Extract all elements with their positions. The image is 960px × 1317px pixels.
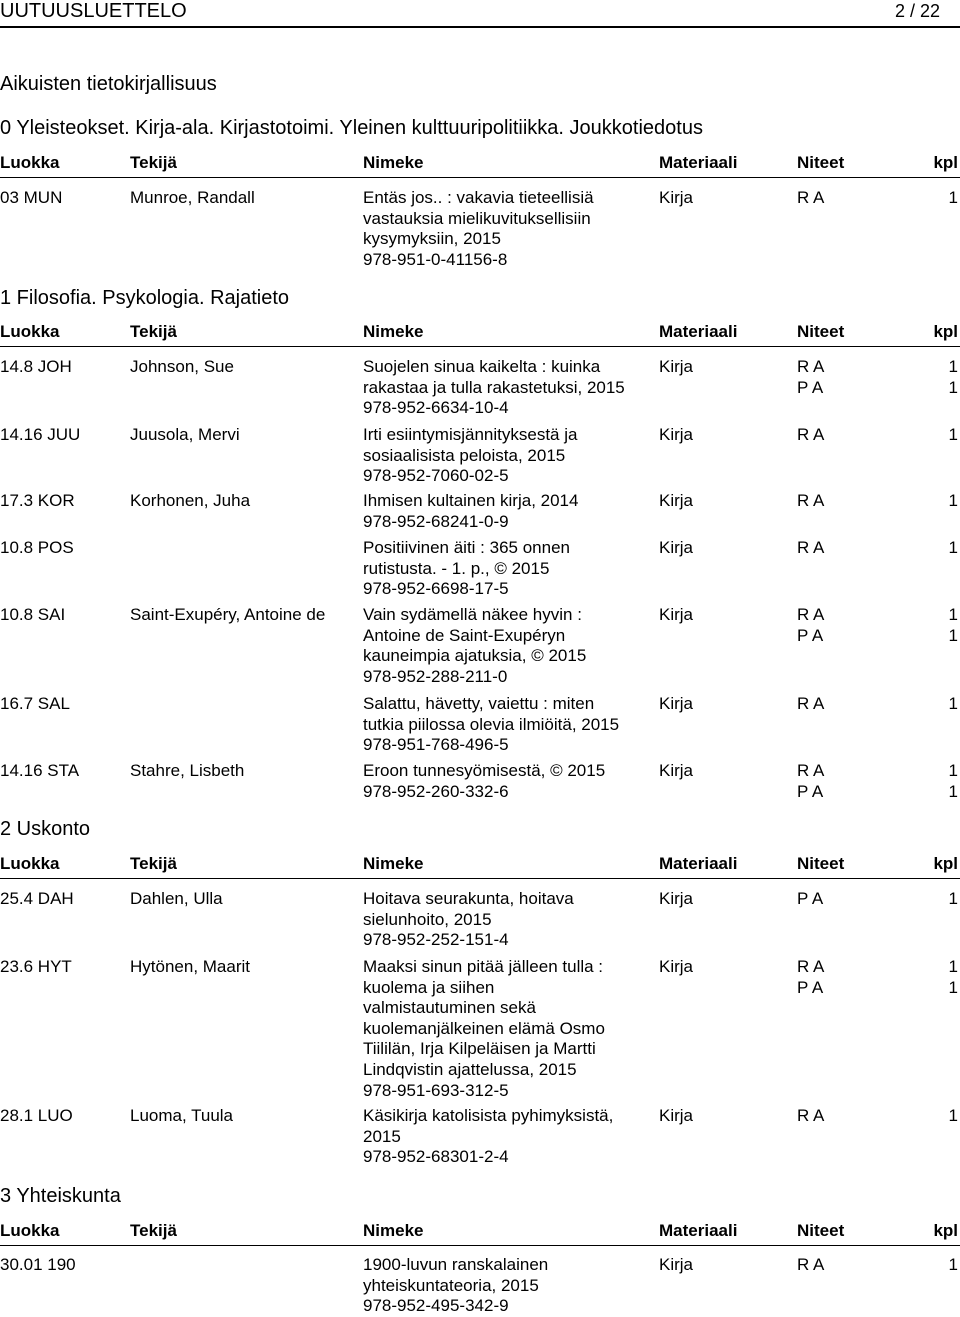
header-rule [0,878,960,879]
tekija-cell: Stahre, Lisbeth [130,761,245,780]
luokka-cell: 14.16 JUU [0,425,81,444]
kpl-value: 1 [948,1106,958,1125]
niteet-value: P A [797,625,824,645]
kpl-value: 1 [948,625,958,645]
kpl-cell [949,761,958,802]
niteet-value: P A [797,977,824,997]
nimeke-cell [363,425,577,487]
niteet-cell [797,425,824,446]
nimeke-line: sosiaalisista peloista, 2015 [363,445,566,465]
col-luokka-header: Luokka [0,153,60,172]
header-rule [0,26,960,28]
page-number: 2 / 22 [894,1,940,21]
luokka-cell: 17.3 KOR [0,491,75,510]
nimeke-line: 978-952-288-211-0 [363,666,508,686]
niteet-value: R A [797,538,825,557]
nimeke-cell [363,357,625,419]
nimeke-cell [363,889,574,951]
niteet-value: R A [797,957,825,976]
nimeke-line: kuolema ja siihen [363,977,495,997]
kpl-cell [949,425,958,446]
kpl-cell [949,538,958,559]
tekija-cell: Korhonen, Juha [130,491,251,510]
nimeke-line: tutkia piilossa olevia ilmiöitä, 2015 [363,714,620,734]
nimeke-line: Käsikirja katolisista pyhimyksistä, [363,1106,614,1125]
col-nimeke-header: Nimeke [363,153,424,172]
kpl-value: 1 [948,605,958,624]
nimeke-line: kysymyksiin, 2015 [363,229,501,249]
kpl-value: 1 [948,1255,958,1274]
luokka-cell: 10.8 SAI [0,605,66,624]
niteet-cell [797,491,824,512]
materiaali-cell: Kirja [659,188,694,207]
luokka-cell: 30.01 190 [0,1255,76,1274]
col-luokka-header: Luokka [0,1221,60,1240]
kpl-cell [949,357,958,398]
tekija-cell: Juusola, Mervi [130,425,240,444]
category-title: Aikuisten tietokirjallisuus [0,73,217,95]
niteet-value: R A [797,1255,825,1274]
kpl-cell [949,1106,958,1127]
nimeke-line: valmistautuminen sekä [363,998,536,1018]
col-niteet-header: Niteet [797,1221,845,1240]
kpl-value: 1 [948,957,958,976]
nimeke-line: 978-952-68301-2-4 [363,1147,509,1167]
materiaali-cell: Kirja [659,491,694,510]
nimeke-cell [363,188,594,270]
nimeke-line: Suojelen sinua kaikelta : kuinka [363,357,601,376]
niteet-value: P A [797,377,824,397]
luokka-cell: 23.6 HYT [0,957,72,976]
nimeke-line: vastauksia mielikuvituksellisiin [363,208,591,228]
nimeke-line: rakastaa ja tulla rakastetuksi, 2015 [363,377,625,397]
col-kpl-header: kpl [933,1221,958,1240]
niteet-cell [797,357,824,398]
header-rule [0,346,960,347]
nimeke-line: Tiililän, Irja Kilpeläisen ja Martti [363,1039,596,1059]
niteet-value: P A [797,781,824,801]
materiaali-cell: Kirja [659,1106,694,1125]
kpl-cell [949,889,958,910]
kpl-cell [949,694,958,715]
col-materiaali-header: Materiaali [659,322,738,341]
col-nimeke-header: Nimeke [363,1221,424,1240]
column-header-row [0,322,960,342]
kpl-value: 1 [948,694,958,713]
tekija-cell: Dahlen, Ulla [130,889,223,908]
nimeke-line: 978-952-6634-10-4 [363,398,509,418]
nimeke-cell [363,605,586,687]
niteet-value: R A [797,188,825,207]
luokka-cell: 14.16 STA [0,761,80,780]
header-rule [0,177,960,178]
nimeke-line: Salattu, hävetty, vaiettu : miten [363,694,595,713]
kpl-value: 1 [948,889,958,908]
luokka-cell: 28.1 LUO [0,1106,73,1125]
niteet-cell [797,694,824,715]
nimeke-line: Maaksi sinun pitää jälleen tulla : [363,957,604,976]
nimeke-line: Ihmisen kultainen kirja, 2014 [363,491,579,510]
niteet-value: R A [797,761,825,780]
kpl-value: 1 [948,538,958,557]
column-header-row [0,854,960,874]
nimeke-line: 978-952-7060-02-5 [363,466,509,486]
luokka-cell: 10.8 POS [0,538,74,557]
section-heading: 0 Yleisteokset. Kirja-ala. Kirjastotoimi. Yleinen kulttuuripolitiikka. Joukkotiedotus [0,117,703,139]
nimeke-line: 978-952-252-151-4 [363,930,509,950]
niteet-cell [797,761,824,802]
materiaali-cell: Kirja [659,425,694,444]
nimeke-line: 1900-luvun ranskalainen [363,1255,549,1274]
niteet-cell [797,188,824,209]
kpl-cell [949,605,958,646]
kpl-cell [949,188,958,209]
niteet-cell [797,538,824,559]
nimeke-cell [363,761,605,802]
nimeke-line: 978-952-495-342-9 [363,1296,509,1316]
kpl-cell [949,957,958,998]
col-kpl-header: kpl [933,854,958,873]
nimeke-line: Irti esiintymisjännityksestä ja [363,425,578,444]
niteet-cell [797,889,823,910]
nimeke-line: rutistusta. - 1. p., © 2015 [363,558,550,578]
col-nimeke-header: Nimeke [363,322,424,341]
kpl-value: 1 [948,425,958,444]
niteet-value: R A [797,357,825,376]
col-kpl-header: kpl [933,322,958,341]
luokka-cell: 14.8 JOH [0,357,72,376]
niteet-cell [797,1255,824,1276]
column-header-row [0,153,960,173]
nimeke-line: kauneimpia ajatuksia, © 2015 [363,646,587,666]
kpl-value: 1 [948,188,958,207]
tekija-cell: Munroe, Randall [130,188,255,207]
col-tekija-header: Tekijä [130,153,177,172]
nimeke-line: Lindqvistin ajattelussa, 2015 [363,1059,577,1079]
nimeke-line: yhteiskuntateoria, 2015 [363,1275,539,1295]
kpl-value: 1 [948,761,958,780]
nimeke-cell [363,694,619,756]
section-heading: 3 Yhteiskunta [0,1185,121,1207]
kpl-value: 1 [948,781,958,801]
niteet-value: R A [797,1106,825,1125]
section-heading: 1 Filosofia. Psykologia. Rajatieto [0,287,290,309]
niteet-cell [797,605,824,646]
col-luokka-header: Luokka [0,854,60,873]
nimeke-line: sielunhoito, 2015 [363,909,492,929]
materiaali-cell: Kirja [659,605,694,624]
col-niteet-header: Niteet [797,153,845,172]
niteet-value: P A [797,889,824,908]
tekija-cell: Hytönen, Maarit [130,957,250,976]
col-materiaali-header: Materiaali [659,1221,738,1240]
kpl-value: 1 [948,377,958,397]
header-rule [0,1245,960,1246]
nimeke-line: Eroon tunnesyömisestä, © 2015 [363,761,606,780]
col-materiaali-header: Materiaali [659,153,738,172]
kpl-value: 1 [948,491,958,510]
nimeke-line: 2015 [363,1126,401,1146]
niteet-value: R A [797,605,825,624]
section-heading: 2 Uskonto [0,818,91,840]
niteet-cell [797,1106,824,1127]
materiaali-cell: Kirja [659,957,694,976]
luokka-cell: 16.7 SAL [0,694,70,713]
materiaali-cell: Kirja [659,357,694,376]
nimeke-line: kuolemanjälkeinen elämä Osmo [363,1018,605,1038]
document-title: UUTUUSLUETTELO [0,0,187,22]
materiaali-cell: Kirja [659,889,694,908]
nimeke-cell [363,491,578,532]
nimeke-line: 978-951-693-312-5 [363,1080,509,1100]
nimeke-line: Positiivinen äiti : 365 onnen [363,538,570,557]
col-tekija-header: Tekijä [130,322,177,341]
nimeke-cell [363,1255,548,1317]
nimeke-line: 978-952-68241-0-9 [363,511,509,531]
nimeke-line: 978-951-0-41156-8 [363,249,508,269]
materiaali-cell: Kirja [659,694,694,713]
col-nimeke-header: Nimeke [363,854,424,873]
materiaali-cell: Kirja [659,1255,694,1274]
nimeke-cell [363,1106,613,1168]
niteet-cell [797,957,824,998]
kpl-value: 1 [948,357,958,376]
nimeke-line: Antoine de Saint-Exupéryn [363,625,566,645]
materiaali-cell: Kirja [659,761,694,780]
col-kpl-header: kpl [933,153,958,172]
niteet-value: R A [797,491,825,510]
nimeke-line: Entäs jos.. : vakavia tieteellisiä [363,188,594,207]
nimeke-line: Vain sydämellä näkee hyvin : [363,605,582,624]
nimeke-cell [363,538,570,600]
col-niteet-header: Niteet [797,854,845,873]
tekija-cell: Johnson, Sue [130,357,234,376]
col-niteet-header: Niteet [797,322,845,341]
nimeke-cell [363,957,605,1101]
kpl-value: 1 [948,977,958,997]
nimeke-line: Hoitava seurakunta, hoitava [363,889,574,908]
kpl-cell [949,491,958,512]
col-tekija-header: Tekijä [130,854,177,873]
niteet-value: R A [797,694,825,713]
col-luokka-header: Luokka [0,322,60,341]
tekija-cell: Saint-Exupéry, Antoine de [130,605,326,624]
niteet-value: R A [797,425,825,444]
luokka-cell: 03 MUN [0,188,63,207]
kpl-cell [949,1255,958,1276]
materiaali-cell: Kirja [659,538,694,557]
nimeke-line: 978-952-260-332-6 [363,781,509,801]
column-header-row [0,1221,960,1241]
nimeke-line: 978-952-6698-17-5 [363,579,509,599]
col-tekija-header: Tekijä [130,1221,177,1240]
col-materiaali-header: Materiaali [659,854,738,873]
nimeke-line: 978-951-768-496-5 [363,735,509,755]
tekija-cell: Luoma, Tuula [130,1106,234,1125]
luokka-cell: 25.4 DAH [0,889,74,908]
